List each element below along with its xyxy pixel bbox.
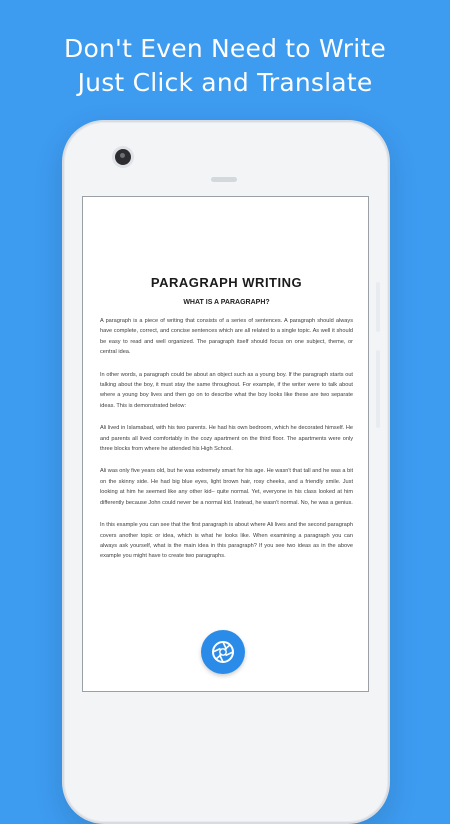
document-title: PARAGRAPH WRITING	[150, 275, 303, 290]
document-paragraph: Ali was only five years old, but he was extremely smart for his age. He wasn't that tall and he was a bit on the skinny side. He had big blue eyes, light brown hair, rosy cheeks, and a friendly smile. Just looking at him he seemed like any other kid– quite normal. Yet, everyone in his class looked at him differently because John could never be a normal kid. Instead, he wasn't normal. No, he was a genius.	[100, 468, 353, 506]
document-paragraph: In this example you can see that the first paragraph is about where Ali lives and the second paragraph covers another topic or idea, which is what he looks like. When examining a paragraph you can always ask yourself, what is the main idea in this paragraph? If you see two ideas as in the above example you might have to create two paragraphs.	[100, 522, 353, 560]
document-subtitle: WHAT IS A PARAGRAPH?	[183, 299, 270, 306]
document-paragraph: Ali lived in Islamabad, with his two parents. He had his own bedroom, which he decorated himself. He and parents all lived comfortably in the cozy apartment on the third floor. The apartments were only three blocks from where he attended his High School.	[100, 425, 353, 453]
front-camera-icon	[115, 149, 131, 165]
promo-line-1: Don't Even Need to Write	[64, 34, 386, 63]
capture-button[interactable]	[201, 630, 245, 674]
camera-shutter-icon	[211, 640, 235, 664]
document-paragraph: In other words, a paragraph could be about an object such as a young boy. If the paragraph starts out talking about the boy, it must stay the same throughout. For example, if the writer were to talk about where a young boy lives and then go on to describe what the boy looks like these are two separate ideas. This is demonstrated below:	[100, 371, 353, 409]
document-preview	[100, 275, 353, 574]
app-screen	[82, 196, 369, 692]
phone-volume-button	[376, 350, 380, 428]
phone-speaker	[211, 177, 237, 182]
promo-line-2: Just Click and Translate	[77, 68, 373, 97]
phone-power-button	[376, 282, 380, 332]
promo-headline	[0, 32, 450, 100]
document-paragraph: A paragraph is a piece of writing that consists of a series of sentences. A paragraph should always have complete, correct, and concise sentences which are all related to a single topic. As well it should be easy to read and well organized. The paragraph itself should focus on one subject, theme, or central idea.	[100, 318, 353, 356]
